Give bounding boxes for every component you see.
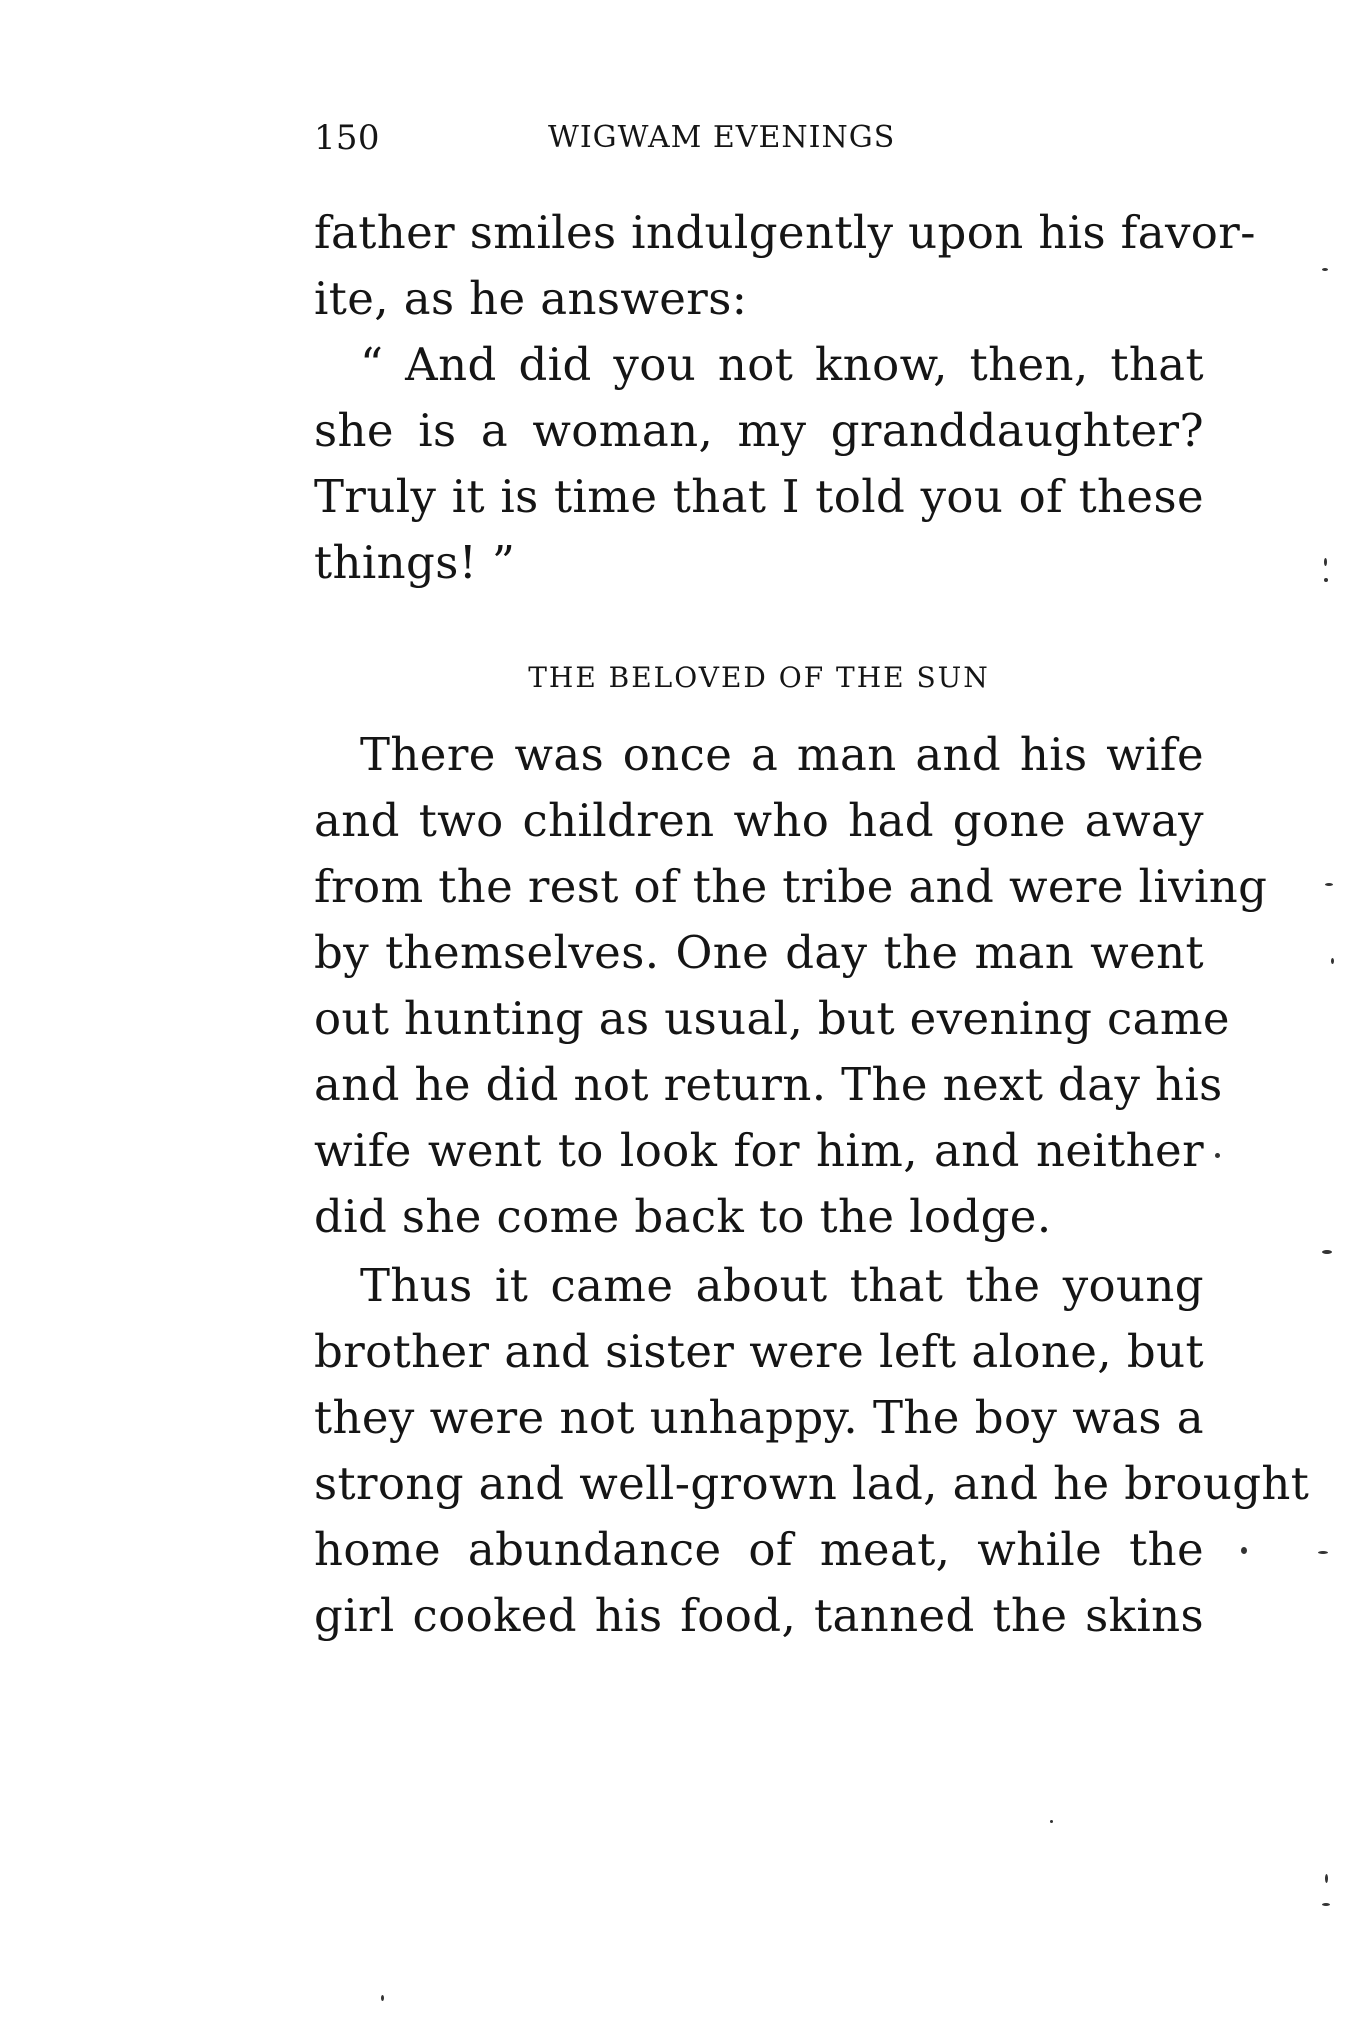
- text-line: father smiles indulgently upon his favor-: [314, 206, 1256, 259]
- section-title: THE BELOVED OF THE SUN: [528, 661, 990, 694]
- text-line: home abundance of meat, while the: [314, 1523, 1204, 1576]
- text-line: ite, as he answers:: [314, 272, 748, 325]
- scan-speck: [1322, 1250, 1332, 1254]
- text-line: by themselves. One day the man went: [314, 926, 1204, 979]
- text-block-middle: [314, 722, 1268, 1250]
- scan-speck: [381, 1995, 384, 2001]
- scan-speck: [1322, 1903, 1330, 1906]
- text-line: did she come back to the lodge.: [314, 1190, 1052, 1243]
- page-header: [314, 113, 1114, 163]
- text-line: and he did not return. The next day his: [314, 1058, 1223, 1111]
- scan-speck: [1215, 1153, 1220, 1158]
- scan-speck: [1325, 1874, 1328, 1883]
- text-line: she is a woman, my granddaughter?: [314, 404, 1204, 457]
- text-line: “ And did you not know, then, that: [360, 338, 1204, 391]
- text-line: things! ”: [314, 536, 516, 589]
- text-line: brother and sister were left alone, but: [314, 1325, 1204, 1378]
- text-line: strong and well-grown lad, and he brought: [314, 1457, 1310, 1510]
- text-line: Thus it came about that the young: [360, 1259, 1204, 1312]
- text-line: girl cooked his food, tanned the skins: [314, 1589, 1204, 1642]
- text-block-upper: [314, 200, 1256, 596]
- text-block-lower: [314, 1253, 1310, 1649]
- text-line: Truly it is time that I told you of these: [314, 470, 1204, 523]
- text-line: out hunting as usual, but evening came: [314, 992, 1230, 1045]
- text-line: wife went to look for him, and neither: [314, 1124, 1204, 1177]
- page-number: 150: [314, 118, 380, 158]
- scan-speck: [1324, 558, 1327, 566]
- scan-speck: [1325, 883, 1333, 886]
- text-line: they were not unhappy. The boy was a: [314, 1391, 1204, 1444]
- text-line: There was once a man and his wife: [360, 728, 1204, 781]
- text-line: from the rest of the tribe and were living: [314, 860, 1268, 913]
- scan-speck: [1241, 1547, 1247, 1554]
- scan-speck: [1050, 1820, 1053, 1823]
- scan-speck: [1324, 578, 1328, 582]
- scan-speck: [1331, 958, 1334, 964]
- text-line: and two children who had gone away: [314, 794, 1204, 847]
- scan-speck: [1322, 268, 1328, 271]
- running-title: WIGWAM EVENINGS: [548, 120, 896, 155]
- scan-speck: [1318, 1551, 1328, 1554]
